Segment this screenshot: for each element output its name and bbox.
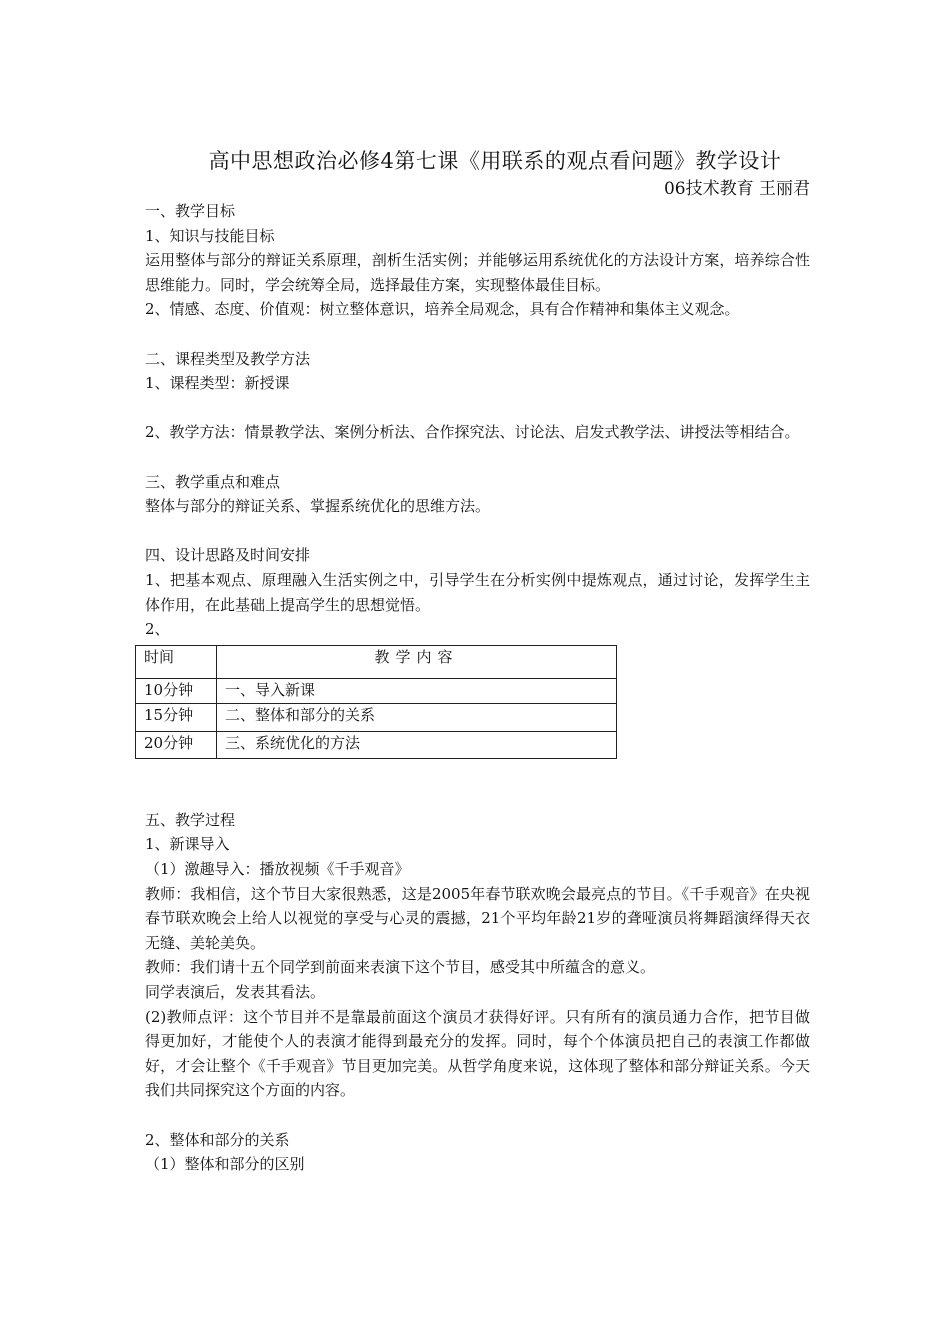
table-cell-content: 二、整体和部分的关系 (217, 703, 617, 731)
spacer (145, 519, 810, 544)
table-header-content: 教学内容 (217, 645, 617, 678)
table-row (136, 731, 617, 758)
subsection-heading: 1、新课导入 (145, 835, 230, 854)
paragraph: 1、把基本观点、原理融入生活实例之中，引导学生在分析实例中提炼观点，通过讨论，发挥学生主体作用，在此基础上提高学生的思想觉悟。 (145, 570, 810, 614)
section-heading: 三、教学重点和难点 (145, 472, 281, 491)
paragraph: 教师：我相信，这个节目大家很熟悉，这是2005年春节联欢晚会最亮点的节目。《千手观音》在央视春节联欢晚会上给人以视觉的享受与心灵的震撼，21个平均年龄21岁的聋哑演员将舞蹈演绎得天衣无缝、美轮美奂。 (145, 884, 810, 952)
table-cell-time: 15分钟 (136, 703, 217, 731)
paragraph: （1）整体和部分的区别 (145, 1155, 305, 1174)
paragraph: 整体与部分的辩证关系、掌握系统优化的思维方法。 (145, 497, 491, 516)
subsection-heading: 2、整体和部分的关系 (145, 1130, 290, 1149)
table-header-time: 时间 (136, 645, 217, 678)
paragraph: 2、教学方法：情景教学法、案例分析法、合作探究法、讨论法、启发式教学法、讲授法等相结合。 (145, 423, 800, 442)
section-heading: 二、课程类型及教学方法 (145, 349, 311, 368)
paragraph: (2)教师点评：这个节目并不是靠最前面这个演员才获得好评。只有所有的演员通力合作，把节目做得更加好，才能使个人的表演才能得到最充分的发挥。同时，每个个体演员把自己的表演工作都做好，才会让整个《千手观音》节目更加完美。从哲学角度来说，这体现了整体和部分辩证关系。今天我们共同探究这个方面的内容。 (145, 1007, 810, 1100)
spacer (145, 1103, 810, 1128)
table-cell-content: 一、导入新课 (217, 678, 617, 703)
spacer (145, 396, 810, 421)
paragraph: 同学表演后，发表其看法。 (145, 983, 326, 1002)
document-title: 高中思想政治必修4第七课《用联系的观点看问题》教学设计 (208, 149, 782, 173)
spacer (145, 759, 810, 784)
paragraph: 运用整体与部分的辩证关系原理，剖析生活实例；并能够运用系统优化的方法设计方案，培养综合性思维能力。同时，学会统筹全局，选择最佳方案，实现整体最佳目标。 (145, 251, 810, 294)
paragraph: 2、情感、态度、价值观：树立整体意识，培养全局观念，具有合作精神和集体主义观念。 (145, 300, 740, 319)
table-cell-time: 10分钟 (136, 678, 217, 703)
table-cell-time: 20分钟 (136, 731, 217, 758)
table-cell-content: 三、系统优化的方法 (217, 731, 617, 758)
table-row (136, 703, 617, 731)
spacer (145, 783, 810, 808)
section-heading: 五、教学过程 (145, 810, 236, 829)
section-heading: 一、教学目标 (145, 202, 236, 220)
paragraph: 1、课程类型：新授课 (145, 374, 290, 393)
author-line: 06技术教育 王丽君 (663, 179, 810, 199)
spacer (145, 445, 810, 470)
schedule-table (135, 645, 617, 759)
table-row (136, 678, 617, 703)
subsection-heading: 1、知识与技能目标 (145, 226, 275, 245)
paragraph: 教师：我们请十五个同学到前面来表演下这个节目，感受其中所蕴含的意义。 (145, 958, 656, 977)
section-heading: 四、设计思路及时间安排 (145, 546, 311, 565)
spacer (145, 322, 810, 347)
paragraph: 2、 (145, 620, 170, 639)
document-body (145, 199, 810, 1177)
paragraph: （1）激趣导入：播放视频《千手观音》 (145, 860, 410, 879)
table-header-row (136, 645, 617, 678)
